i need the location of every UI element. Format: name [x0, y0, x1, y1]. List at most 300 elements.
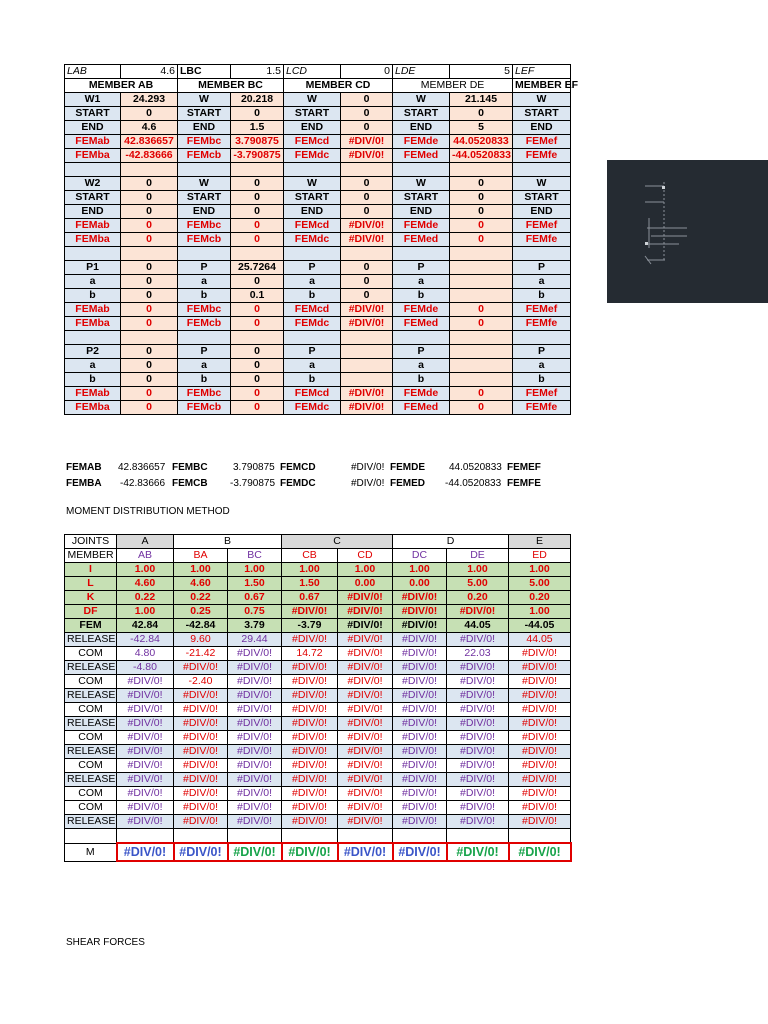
fem-summary-label[interactable]: FEMFE: [507, 478, 541, 489]
iteration-value[interactable]: #DIV/0!: [447, 661, 509, 675]
iteration-value[interactable]: #DIV/0!: [338, 731, 393, 745]
iteration-value[interactable]: #DIV/0!: [393, 801, 447, 815]
fem-summary-value[interactable]: #DIV/0!: [351, 478, 385, 489]
property-label[interactable]: K: [65, 591, 117, 605]
fem-row-value[interactable]: 0: [121, 345, 178, 359]
property-value[interactable]: 0.00: [338, 577, 393, 591]
iteration-value[interactable]: #DIV/0!: [447, 689, 509, 703]
fem-row-label[interactable]: P: [284, 345, 341, 359]
fem-row-label[interactable]: b: [284, 373, 341, 387]
fem-row-label[interactable]: FEMdc: [284, 233, 341, 247]
iteration-value[interactable]: -4.80: [117, 661, 174, 675]
empty-cell[interactable]: [121, 331, 178, 345]
iteration-value[interactable]: #DIV/0!: [174, 801, 228, 815]
iteration-value[interactable]: #DIV/0!: [447, 633, 509, 647]
final-moment-value[interactable]: #DIV/0!: [174, 843, 228, 861]
fem-row-value[interactable]: #DIV/0!: [341, 233, 393, 247]
iteration-value[interactable]: #DIV/0!: [228, 759, 282, 773]
property-value[interactable]: 1.00: [447, 563, 509, 577]
iteration-value[interactable]: #DIV/0!: [117, 773, 174, 787]
member-cell[interactable]: BA: [174, 549, 228, 563]
fem-row-label[interactable]: FEMdc: [284, 401, 341, 415]
fem-row-label[interactable]: a: [65, 275, 121, 289]
fem-row-label[interactable]: b: [393, 289, 450, 303]
empty-cell[interactable]: [231, 331, 284, 345]
fem-row-value[interactable]: 0: [450, 303, 513, 317]
fem-row-label[interactable]: FEMbc: [178, 135, 231, 149]
lab-label[interactable]: LAB: [65, 65, 121, 79]
iteration-label[interactable]: RELEASE: [65, 689, 117, 703]
member-cell[interactable]: CB: [282, 549, 338, 563]
fem-row-value[interactable]: 0: [341, 261, 393, 275]
empty-cell[interactable]: [509, 829, 571, 844]
iteration-value[interactable]: #DIV/0!: [447, 731, 509, 745]
fem-row-value[interactable]: #DIV/0!: [341, 135, 393, 149]
iteration-value[interactable]: #DIV/0!: [117, 815, 174, 829]
iteration-value[interactable]: #DIV/0!: [509, 815, 571, 829]
empty-cell[interactable]: [178, 247, 231, 261]
fem-row-label[interactable]: W1: [65, 93, 121, 107]
iteration-value[interactable]: #DIV/0!: [338, 787, 393, 801]
fem-row-label[interactable]: END: [513, 205, 571, 219]
fem-row-label[interactable]: START: [284, 107, 341, 121]
fem-row-value[interactable]: [341, 359, 393, 373]
iteration-value[interactable]: #DIV/0!: [228, 815, 282, 829]
fem-row-value[interactable]: 0: [341, 107, 393, 121]
fem-summary-value[interactable]: -42.83666: [120, 478, 166, 489]
fem-row-value[interactable]: [450, 289, 513, 303]
fem-row-label[interactable]: b: [513, 289, 571, 303]
iteration-value[interactable]: #DIV/0!: [228, 787, 282, 801]
fem-row-value[interactable]: [450, 345, 513, 359]
iteration-value[interactable]: #DIV/0!: [338, 661, 393, 675]
fem-row-label[interactable]: FEMed: [393, 233, 450, 247]
iteration-value[interactable]: -42.84: [117, 633, 174, 647]
iteration-value[interactable]: #DIV/0!: [282, 815, 338, 829]
fem-row-value[interactable]: 0: [231, 275, 284, 289]
joint-d[interactable]: D: [393, 535, 509, 549]
fem-row-label[interactable]: P: [178, 345, 231, 359]
iteration-value[interactable]: #DIV/0!: [228, 703, 282, 717]
iteration-value[interactable]: #DIV/0!: [447, 703, 509, 717]
iteration-value[interactable]: #DIV/0!: [447, 801, 509, 815]
fem-row-label[interactable]: b: [65, 373, 121, 387]
iteration-value[interactable]: #DIV/0!: [509, 703, 571, 717]
fem-row-value[interactable]: 0: [121, 275, 178, 289]
fem-row-label[interactable]: FEMed: [393, 149, 450, 163]
iteration-value[interactable]: #DIV/0!: [174, 745, 228, 759]
final-moment-value[interactable]: #DIV/0!: [509, 843, 571, 861]
property-value[interactable]: 0.00: [393, 577, 447, 591]
iteration-label[interactable]: COM: [65, 647, 117, 661]
fem-row-value[interactable]: 0: [450, 107, 513, 121]
empty-cell[interactable]: [450, 247, 513, 261]
cad-drawing-thumbnail[interactable]: [607, 160, 768, 303]
iteration-value[interactable]: #DIV/0!: [509, 661, 571, 675]
fem-summary-value[interactable]: #DIV/0!: [351, 462, 385, 473]
iteration-value[interactable]: -2.40: [174, 675, 228, 689]
iteration-value[interactable]: #DIV/0!: [447, 675, 509, 689]
fem-row-label[interactable]: FEMab: [65, 219, 121, 233]
fem-row-value[interactable]: 0: [231, 191, 284, 205]
fem-row-value[interactable]: 0: [121, 387, 178, 401]
iteration-value[interactable]: #DIV/0!: [338, 801, 393, 815]
empty-cell[interactable]: [341, 247, 393, 261]
fem-row-label[interactable]: START: [513, 191, 571, 205]
iteration-value[interactable]: #DIV/0!: [338, 703, 393, 717]
iteration-value[interactable]: #DIV/0!: [509, 731, 571, 745]
iteration-value[interactable]: #DIV/0!: [393, 745, 447, 759]
fem-row-value[interactable]: 0: [341, 191, 393, 205]
iteration-value[interactable]: #DIV/0!: [228, 661, 282, 675]
fem-row-value[interactable]: 0: [231, 107, 284, 121]
fem-summary-label[interactable]: FEMDE: [390, 462, 425, 473]
iteration-label[interactable]: COM: [65, 731, 117, 745]
iteration-value[interactable]: #DIV/0!: [228, 647, 282, 661]
fem-row-label[interactable]: FEMba: [65, 233, 121, 247]
fem-row-value[interactable]: 0: [450, 177, 513, 191]
fem-row-label[interactable]: W: [513, 177, 571, 191]
property-value[interactable]: 4.60: [117, 577, 174, 591]
property-value[interactable]: #DIV/0!: [393, 591, 447, 605]
fem-row-label[interactable]: W: [513, 93, 571, 107]
property-value[interactable]: 44.05: [447, 619, 509, 633]
empty-cell[interactable]: [231, 163, 284, 177]
iteration-label[interactable]: COM: [65, 759, 117, 773]
property-value[interactable]: 1.50: [282, 577, 338, 591]
fem-row-label[interactable]: b: [513, 373, 571, 387]
fem-row-value[interactable]: 0: [121, 303, 178, 317]
iteration-value[interactable]: #DIV/0!: [174, 703, 228, 717]
fem-row-value[interactable]: 0: [231, 233, 284, 247]
fem-row-value[interactable]: 4.6: [121, 121, 178, 135]
property-value[interactable]: 1.00: [228, 563, 282, 577]
property-value[interactable]: 5.00: [509, 577, 571, 591]
fem-summary-label[interactable]: FEMBA: [66, 478, 102, 489]
lbc-label[interactable]: LBC: [178, 65, 231, 79]
iteration-value[interactable]: #DIV/0!: [338, 647, 393, 661]
fem-row-value[interactable]: 0: [341, 93, 393, 107]
fem-row-value[interactable]: 0: [341, 289, 393, 303]
fem-row-label[interactable]: a: [178, 275, 231, 289]
fem-row-value[interactable]: #DIV/0!: [341, 149, 393, 163]
iteration-label[interactable]: COM: [65, 703, 117, 717]
fem-row-value[interactable]: 20.218: [231, 93, 284, 107]
fem-row-value[interactable]: 0: [121, 317, 178, 331]
property-value[interactable]: 1.00: [338, 563, 393, 577]
fem-row-label[interactable]: FEMef: [513, 387, 571, 401]
empty-cell[interactable]: [65, 247, 121, 261]
property-label[interactable]: DF: [65, 605, 117, 619]
iteration-value[interactable]: 29.44: [228, 633, 282, 647]
final-moment-value[interactable]: #DIV/0!: [393, 843, 447, 861]
property-value[interactable]: 1.00: [117, 605, 174, 619]
fem-row-label[interactable]: W: [178, 93, 231, 107]
empty-cell[interactable]: [178, 331, 231, 345]
iteration-value[interactable]: #DIV/0!: [447, 787, 509, 801]
iteration-value[interactable]: #DIV/0!: [509, 689, 571, 703]
fem-row-label[interactable]: FEMcd: [284, 303, 341, 317]
iteration-value[interactable]: #DIV/0!: [393, 717, 447, 731]
iteration-value[interactable]: #DIV/0!: [393, 661, 447, 675]
fem-row-label[interactable]: FEMfe: [513, 317, 571, 331]
fem-row-label[interactable]: FEMcb: [178, 317, 231, 331]
empty-cell[interactable]: [513, 331, 571, 345]
member-de-header[interactable]: MEMBER DE: [393, 79, 513, 93]
fem-row-value[interactable]: 0: [450, 387, 513, 401]
fem-row-label[interactable]: END: [393, 205, 450, 219]
iteration-label[interactable]: RELEASE: [65, 661, 117, 675]
final-moment-value[interactable]: #DIV/0!: [447, 843, 509, 861]
iteration-value[interactable]: #DIV/0!: [282, 801, 338, 815]
iteration-value[interactable]: #DIV/0!: [338, 633, 393, 647]
iteration-value[interactable]: #DIV/0!: [228, 689, 282, 703]
empty-cell[interactable]: [447, 829, 509, 844]
property-value[interactable]: 0.67: [228, 591, 282, 605]
empty-cell[interactable]: [121, 247, 178, 261]
iteration-label[interactable]: RELEASE: [65, 773, 117, 787]
fem-row-label[interactable]: a: [178, 359, 231, 373]
fem-row-value[interactable]: 3.790875: [231, 135, 284, 149]
fem-row-label[interactable]: W: [178, 177, 231, 191]
fem-row-value[interactable]: 0: [450, 219, 513, 233]
iteration-value[interactable]: #DIV/0!: [282, 661, 338, 675]
fem-row-value[interactable]: 0: [231, 177, 284, 191]
fem-row-label[interactable]: a: [513, 359, 571, 373]
empty-cell[interactable]: [341, 163, 393, 177]
fem-row-label[interactable]: P: [513, 261, 571, 275]
final-moment-value[interactable]: #DIV/0!: [228, 843, 282, 861]
fem-row-value[interactable]: 21.145: [450, 93, 513, 107]
iteration-value[interactable]: #DIV/0!: [117, 801, 174, 815]
fem-row-value[interactable]: 0: [121, 219, 178, 233]
fem-row-value[interactable]: 0: [121, 233, 178, 247]
fem-row-value[interactable]: #DIV/0!: [341, 401, 393, 415]
member-cell[interactable]: AB: [117, 549, 174, 563]
fem-row-label[interactable]: FEMed: [393, 401, 450, 415]
empty-cell[interactable]: [121, 163, 178, 177]
property-value[interactable]: 1.00: [282, 563, 338, 577]
fem-row-label[interactable]: FEMcd: [284, 387, 341, 401]
iteration-value[interactable]: #DIV/0!: [393, 815, 447, 829]
fem-row-value[interactable]: 0: [450, 233, 513, 247]
joint-e[interactable]: E: [509, 535, 571, 549]
member-label[interactable]: MEMBER: [65, 549, 117, 563]
iteration-value[interactable]: #DIV/0!: [282, 759, 338, 773]
fem-row-label[interactable]: FEMbc: [178, 303, 231, 317]
property-value[interactable]: -42.84: [174, 619, 228, 633]
fem-row-label[interactable]: P: [178, 261, 231, 275]
property-value[interactable]: 0.22: [174, 591, 228, 605]
fem-row-label[interactable]: FEMde: [393, 387, 450, 401]
fem-row-label[interactable]: W2: [65, 177, 121, 191]
fem-row-value[interactable]: 0: [450, 317, 513, 331]
fem-summary-value[interactable]: 44.0520833: [449, 462, 502, 473]
fem-row-label[interactable]: FEMfe: [513, 149, 571, 163]
joint-b[interactable]: B: [174, 535, 282, 549]
fem-row-label[interactable]: START: [513, 107, 571, 121]
fem-row-label[interactable]: FEMef: [513, 135, 571, 149]
fem-row-label[interactable]: FEMde: [393, 135, 450, 149]
fem-row-label[interactable]: END: [178, 205, 231, 219]
fem-row-label[interactable]: W: [284, 93, 341, 107]
fem-row-label[interactable]: FEMdc: [284, 317, 341, 331]
iteration-value[interactable]: #DIV/0!: [228, 731, 282, 745]
joint-c[interactable]: C: [282, 535, 393, 549]
fem-row-label[interactable]: W: [393, 177, 450, 191]
iteration-value[interactable]: #DIV/0!: [282, 689, 338, 703]
lef-label[interactable]: LEF: [513, 65, 571, 79]
fem-row-value[interactable]: -42.83666: [121, 149, 178, 163]
iteration-value[interactable]: 44.05: [509, 633, 571, 647]
iteration-value[interactable]: #DIV/0!: [338, 689, 393, 703]
fem-row-label[interactable]: START: [65, 107, 121, 121]
fem-row-value[interactable]: 44.0520833: [450, 135, 513, 149]
iteration-value[interactable]: #DIV/0!: [228, 773, 282, 787]
lde-label[interactable]: LDE: [393, 65, 450, 79]
iteration-value[interactable]: #DIV/0!: [393, 703, 447, 717]
empty-cell[interactable]: [393, 331, 450, 345]
fem-row-label[interactable]: W: [284, 177, 341, 191]
fem-row-value[interactable]: [341, 345, 393, 359]
fem-summary-value[interactable]: -3.790875: [230, 478, 276, 489]
fem-row-value[interactable]: #DIV/0!: [341, 387, 393, 401]
fem-row-label[interactable]: FEMde: [393, 303, 450, 317]
iteration-value[interactable]: #DIV/0!: [117, 703, 174, 717]
fem-row-label[interactable]: FEMef: [513, 219, 571, 233]
iteration-value[interactable]: #DIV/0!: [282, 745, 338, 759]
fem-row-label[interactable]: b: [178, 289, 231, 303]
fem-row-value[interactable]: 0: [231, 303, 284, 317]
fem-row-value[interactable]: 0: [231, 219, 284, 233]
iteration-value[interactable]: #DIV/0!: [447, 717, 509, 731]
property-value[interactable]: #DIV/0!: [447, 605, 509, 619]
property-value[interactable]: 0.67: [282, 591, 338, 605]
iteration-value[interactable]: #DIV/0!: [509, 717, 571, 731]
fem-summary-label[interactable]: FEMDC: [280, 478, 316, 489]
fem-row-label[interactable]: FEMba: [65, 317, 121, 331]
iteration-value[interactable]: #DIV/0!: [393, 731, 447, 745]
iteration-value[interactable]: #DIV/0!: [174, 787, 228, 801]
property-value[interactable]: #DIV/0!: [338, 591, 393, 605]
fem-summary-value[interactable]: -44.0520833: [445, 478, 502, 489]
property-value[interactable]: 1.50: [228, 577, 282, 591]
iteration-value[interactable]: #DIV/0!: [174, 815, 228, 829]
empty-cell[interactable]: [393, 247, 450, 261]
fem-row-value[interactable]: #DIV/0!: [341, 317, 393, 331]
fem-row-label[interactable]: END: [513, 121, 571, 135]
property-value[interactable]: 0.20: [447, 591, 509, 605]
fem-summary-value[interactable]: 3.790875: [233, 462, 275, 473]
empty-cell[interactable]: [284, 247, 341, 261]
fem-row-value[interactable]: 0: [341, 177, 393, 191]
empty-cell[interactable]: [450, 331, 513, 345]
iteration-value[interactable]: #DIV/0!: [117, 731, 174, 745]
fem-row-value[interactable]: 0: [121, 107, 178, 121]
iteration-value[interactable]: #DIV/0!: [509, 787, 571, 801]
fem-row-value[interactable]: 0: [231, 373, 284, 387]
iteration-value[interactable]: #DIV/0!: [282, 731, 338, 745]
iteration-label[interactable]: RELEASE: [65, 815, 117, 829]
iteration-value[interactable]: #DIV/0!: [509, 801, 571, 815]
fem-row-label[interactable]: FEMba: [65, 149, 121, 163]
iteration-label[interactable]: RELEASE: [65, 745, 117, 759]
fem-row-value[interactable]: 0: [231, 317, 284, 331]
iteration-value[interactable]: #DIV/0!: [393, 759, 447, 773]
fem-row-label[interactable]: END: [284, 121, 341, 135]
iteration-value[interactable]: #DIV/0!: [282, 703, 338, 717]
fem-row-label[interactable]: START: [178, 107, 231, 121]
fem-row-value[interactable]: 25.7264: [231, 261, 284, 275]
fem-row-label[interactable]: FEMbc: [178, 219, 231, 233]
fem-summary-label[interactable]: FEMBC: [172, 462, 208, 473]
empty-cell[interactable]: [178, 163, 231, 177]
iteration-value[interactable]: #DIV/0!: [393, 773, 447, 787]
iteration-value[interactable]: #DIV/0!: [447, 815, 509, 829]
lcd-label[interactable]: LCD: [284, 65, 341, 79]
fem-row-value[interactable]: 42.836657: [121, 135, 178, 149]
iteration-value[interactable]: #DIV/0!: [117, 745, 174, 759]
iteration-value[interactable]: #DIV/0!: [393, 633, 447, 647]
fem-row-label[interactable]: FEMcd: [284, 219, 341, 233]
iteration-value[interactable]: #DIV/0!: [117, 759, 174, 773]
fem-row-value[interactable]: 0: [121, 373, 178, 387]
property-value[interactable]: #DIV/0!: [338, 619, 393, 633]
iteration-value[interactable]: #DIV/0!: [447, 745, 509, 759]
fem-row-value[interactable]: #DIV/0!: [341, 219, 393, 233]
fem-row-value[interactable]: -3.790875: [231, 149, 284, 163]
fem-row-label[interactable]: END: [284, 205, 341, 219]
iteration-value[interactable]: #DIV/0!: [338, 815, 393, 829]
iteration-value[interactable]: #DIV/0!: [228, 717, 282, 731]
fem-row-label[interactable]: b: [284, 289, 341, 303]
iteration-value[interactable]: #DIV/0!: [447, 759, 509, 773]
fem-row-label[interactable]: START: [65, 191, 121, 205]
iteration-value[interactable]: #DIV/0!: [174, 731, 228, 745]
fem-row-label[interactable]: a: [284, 275, 341, 289]
fem-row-label[interactable]: b: [65, 289, 121, 303]
property-value[interactable]: 4.60: [174, 577, 228, 591]
property-value[interactable]: 1.00: [509, 563, 571, 577]
property-label[interactable]: L: [65, 577, 117, 591]
iteration-label[interactable]: RELEASE: [65, 633, 117, 647]
property-value[interactable]: #DIV/0!: [338, 605, 393, 619]
property-value[interactable]: 3.79: [228, 619, 282, 633]
iteration-value[interactable]: #DIV/0!: [117, 689, 174, 703]
iteration-value[interactable]: #DIV/0!: [282, 633, 338, 647]
fem-row-value[interactable]: [450, 261, 513, 275]
iteration-value[interactable]: 22.03: [447, 647, 509, 661]
final-moment-value[interactable]: #DIV/0!: [117, 843, 174, 861]
iteration-value[interactable]: #DIV/0!: [338, 717, 393, 731]
empty-cell[interactable]: [393, 163, 450, 177]
iteration-value[interactable]: #DIV/0!: [282, 787, 338, 801]
iteration-label[interactable]: COM: [65, 787, 117, 801]
fem-row-label[interactable]: END: [178, 121, 231, 135]
fem-row-label[interactable]: a: [393, 275, 450, 289]
property-value[interactable]: 0.75: [228, 605, 282, 619]
fem-row-value[interactable]: -44.0520833: [450, 149, 513, 163]
iteration-value[interactable]: #DIV/0!: [338, 675, 393, 689]
fem-summary-label[interactable]: FEMCB: [172, 478, 208, 489]
fem-row-label[interactable]: a: [513, 275, 571, 289]
member-cell[interactable]: ED: [509, 549, 571, 563]
fem-row-value[interactable]: 5: [450, 121, 513, 135]
iteration-value[interactable]: #DIV/0!: [282, 717, 338, 731]
lde-value[interactable]: 5: [450, 65, 513, 79]
empty-cell[interactable]: [450, 163, 513, 177]
fem-row-value[interactable]: 0: [121, 261, 178, 275]
